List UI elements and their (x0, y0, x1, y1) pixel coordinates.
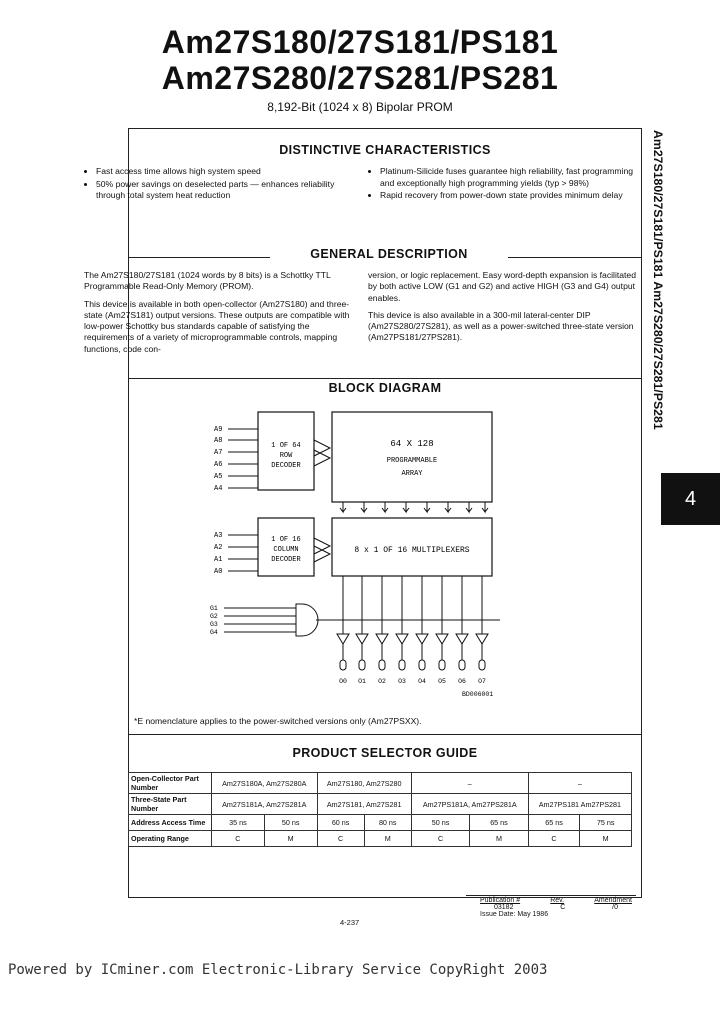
subtitle: 8,192-Bit (1024 x 8) Bipolar PROM (267, 100, 453, 114)
row-decoder-label: 1 OF 64 (271, 442, 301, 450)
publication-number: 03182 (494, 904, 514, 911)
table-cell: M (264, 831, 317, 847)
distinctive-right-list (368, 166, 636, 203)
paragraph: version, or logic replacement. Easy word-depth expansion is facilitated by both active LOW (G1 and G2) and active HIGH (G3 and G4) output enables. (368, 270, 636, 303)
input-label: A3 (214, 532, 223, 540)
table-cell: C (528, 831, 580, 847)
input-label: G3 (210, 621, 218, 628)
row-decoder-label: ROW (279, 452, 293, 460)
table-cell: C (317, 831, 364, 847)
table-cell: Am27S180, Am27S280 (317, 773, 411, 794)
input-label: A5 (214, 473, 223, 481)
table-row (129, 794, 632, 815)
block-diagram (200, 400, 520, 710)
table-cell: – (528, 773, 631, 794)
array-label: 64 X 128 (390, 439, 434, 449)
array-mux-arrows (340, 502, 488, 512)
table-cell: Am27PS181A, Am27PS281A (411, 794, 528, 815)
block-diagram-heading: BLOCK DIAGRAM (328, 381, 442, 395)
input-label: G1 (210, 605, 218, 612)
output-label: O0 (339, 678, 347, 685)
array-label: PROGRAMMABLE (386, 457, 438, 465)
input-label: A1 (214, 556, 223, 564)
output-label: O5 (438, 678, 446, 685)
output-label: O4 (418, 678, 426, 685)
table-cell: Am27S181A, Am27S281A (212, 794, 318, 815)
list-item: • Platinum-Silicide fuses guarantee high reliability, fast programming and exceptionally high programming yields (typ > 98%) (380, 166, 636, 189)
distinctive-left-list (84, 166, 354, 203)
divider (128, 378, 642, 379)
footer-text: Powered by ICminer.com Electronic-Library Service CopyRight 2003 (8, 962, 548, 978)
input-label: A2 (214, 544, 223, 552)
table-cell: Am27PS181 Am27PS281 (528, 794, 631, 815)
paragraph: The Am27S180/27S181 (1024 words by 8 bits) is a Schottky TTL Programmable Read-Only Memory (PROM). (84, 270, 331, 292)
column-input-lines (228, 535, 258, 571)
table-cell: 35 ns (212, 815, 265, 831)
page-number: 4-237 (340, 918, 360, 927)
output-labels (339, 678, 486, 685)
publication-header: Publication # (480, 897, 521, 904)
table-cell: – (411, 773, 528, 794)
input-label: A6 (214, 461, 223, 469)
array-label: ARRAY (401, 470, 423, 478)
title-line-1: Am27S180/27S181/PS181 (161, 24, 559, 60)
sidebar-vertical-text: Am27S180/27S181/PS181 Am27S280/27S281/PS281 (651, 130, 665, 430)
section-tab: 4 (661, 473, 720, 525)
row-label: Open-Collector Part Number (129, 773, 212, 794)
list-item: • Rapid recovery from power-down state provides minimum delay (380, 190, 636, 202)
revision-header: Rev. (550, 897, 565, 904)
paragraph: This device is also available in a 300-mil lateral-center DIP (Am27S280/27S281), as well as a power-switched three-state version (Am27PS181/27PS281). (368, 309, 634, 343)
table-row (129, 773, 632, 794)
table-cell: M (580, 831, 632, 847)
output-label: O1 (358, 678, 366, 685)
input-label: A4 (214, 485, 223, 493)
table-row (129, 815, 632, 831)
general-heading: GENERAL DESCRIPTION (270, 247, 508, 261)
table-cell: M (470, 831, 528, 847)
row-decoder-label: DECODER (271, 462, 301, 470)
table-cell: 75 ns (580, 815, 632, 831)
output-label: O3 (398, 678, 406, 685)
table-cell: Am27S180A, Am27S280A (212, 773, 318, 794)
table-row (129, 831, 632, 847)
row-inputs (214, 426, 222, 493)
column-decoder-label: 1 OF 16 (271, 536, 301, 544)
selector-table (128, 772, 632, 847)
distinctive-heading: DISTINCTIVE CHARACTERISTICS (279, 143, 491, 157)
enable-inputs (210, 605, 218, 636)
row-label: Operating Range (129, 831, 212, 847)
paragraph: This device is available in both open-collector (Am27S180) and three-state (Am27S181) output versions. These outputs are compatible with low-power Schottky bus standards capable of satisfying the requirements of a variety of microprogrammable controls, mapping functions, code con- (84, 298, 350, 354)
row-label: Address Access Time (129, 815, 212, 831)
general-right-column (368, 270, 636, 350)
output-label: O7 (478, 678, 486, 685)
table-cell: C (212, 831, 265, 847)
table-cell: 65 ns (470, 815, 528, 831)
row-decoder-box (258, 412, 314, 490)
footnote: *E nomenclature applies to the power-switched versions only (Am27PSXX). (134, 716, 422, 726)
title-line-2: Am27S280/27S281/PS281 (161, 60, 559, 96)
output-buffers (337, 576, 488, 670)
issue-date: Issue Date: May 1986 (480, 911, 549, 918)
table-cell: M (364, 831, 411, 847)
list-item: • 50% power savings on deselected parts — enhances reliability through total system heat reduction (96, 179, 354, 202)
revision-value: C (560, 904, 566, 911)
table-cell: 65 ns (528, 815, 580, 831)
input-label: A0 (214, 568, 223, 576)
table-cell: 50 ns (411, 815, 469, 831)
multiplexer-label: 8 x 1 OF 16 MULTIPLEXERS (354, 546, 470, 555)
table-cell: 50 ns (264, 815, 317, 831)
output-label: O2 (378, 678, 386, 685)
input-label: A9 (214, 426, 223, 434)
row-input-lines (228, 429, 258, 488)
row-label: Three-State Part Number (129, 794, 212, 815)
list-item: • Fast access time allows high system speed (96, 166, 354, 178)
column-inputs (214, 532, 222, 576)
column-decoder-label: COLUMN (273, 546, 299, 554)
table-cell: 80 ns (364, 815, 411, 831)
publication-box (466, 895, 636, 918)
sidebar-title (645, 130, 673, 460)
selector-heading: PRODUCT SELECTOR GUIDE (292, 746, 478, 760)
table-cell: C (411, 831, 469, 847)
input-label: A8 (214, 437, 223, 445)
column-decoder-label: DECODER (271, 556, 301, 564)
input-label: G4 (210, 629, 218, 636)
table-cell: Am27S181, Am27S281 (317, 794, 411, 815)
divider (128, 734, 642, 735)
amendment-header: Amendment (594, 897, 632, 904)
amendment-value: /0 (612, 904, 618, 911)
decoder-arrows (314, 440, 330, 562)
figure-id: BD006001 (462, 691, 494, 698)
input-label: G2 (210, 613, 218, 620)
output-label: O6 (458, 678, 466, 685)
table-cell: 60 ns (317, 815, 364, 831)
general-left-column (84, 270, 356, 361)
input-label: A7 (214, 449, 223, 457)
